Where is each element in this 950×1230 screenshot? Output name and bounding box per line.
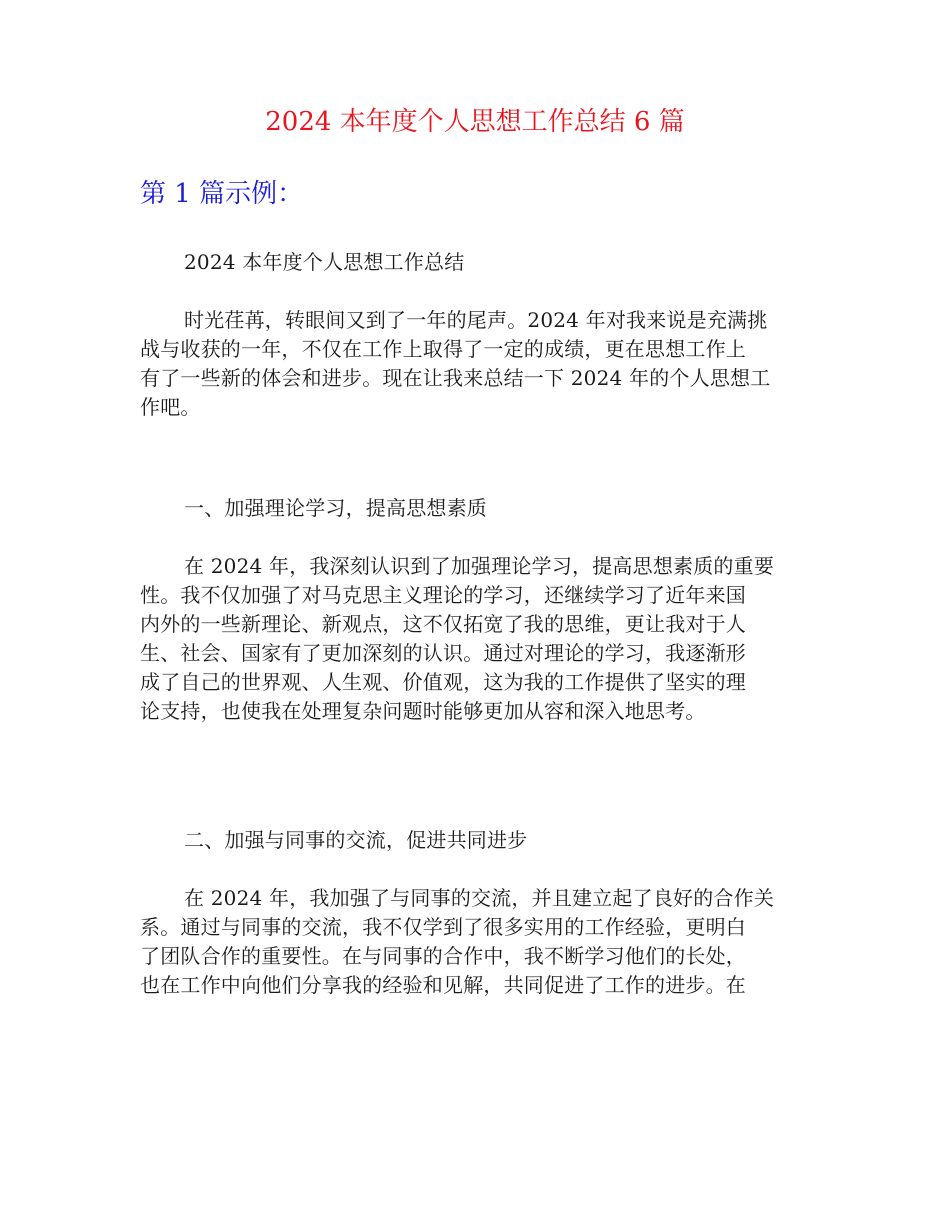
paragraph-line: 了团队合作的重要性。在与同事的合作中，我不断学习他们的长处， <box>140 944 746 968</box>
paragraph-line: 作吧。 <box>140 395 201 419</box>
paragraph-theory-study <box>140 552 812 726</box>
heading-text: 二、加强与同事的交流，促进共同进步 <box>184 828 528 852</box>
paragraph-line: 成了自己的世界观、人生观、价值观，这为我的工作提供了坚实的理 <box>140 670 746 694</box>
paragraph-line: 系。通过与同事的交流，我不仅学到了很多实用的工作经验，更明白 <box>140 915 746 939</box>
paragraph-colleague-exchange <box>140 884 812 1000</box>
heading-text: 一、加强理论学习，提高思想素质 <box>184 496 487 520</box>
heading-colleague-exchange <box>140 826 812 855</box>
subtitle-text: 2024 本年度个人思想工作总结 <box>184 250 465 274</box>
document-title: 2024 本年度个人思想工作总结 6 篇 <box>265 107 685 137</box>
paragraph-line: 内外的一些新理论、新观点，这不仅拓宽了我的思维，更让我对于人 <box>140 612 746 636</box>
paragraph-line: 战与收获的一年，不仅在工作上取得了一定的成绩，更在思想工作上 <box>140 337 746 361</box>
paragraph-line: 也在工作中向他们分享我的经验和见解，共同促进了工作的进步。在 <box>140 973 746 997</box>
paragraph-line: 论支持，也使我在处理复杂问题时能够更加从容和深入地思考。 <box>140 699 706 723</box>
heading-theory-study <box>140 494 812 523</box>
paragraph-line: 有了一些新的体会和进步。现在让我来总结一下 2024 年的个人思想工 <box>140 366 771 390</box>
paragraph-intro <box>140 306 812 422</box>
paragraph-line: 在 2024 年，我加强了与同事的交流，并且建立起了良好的合作关 <box>184 886 775 910</box>
paragraph-line: 时光荏苒，转眼间又到了一年的尾声。2024 年对我来说是充满挑 <box>184 308 768 332</box>
paragraph-line: 性。我不仅加强了对马克思主义理论的学习，还继续学习了近年来国 <box>140 583 746 607</box>
paragraph-line: 在 2024 年，我深刻认识到了加强理论学习，提高思想素质的重要 <box>184 554 775 578</box>
subtitle <box>140 248 812 277</box>
paragraph-line: 生、社会、国家有了更加深刻的认识。通过对理论的学习，我逐渐形 <box>140 641 746 665</box>
section-heading: 第 1 篇示例： <box>140 179 304 209</box>
